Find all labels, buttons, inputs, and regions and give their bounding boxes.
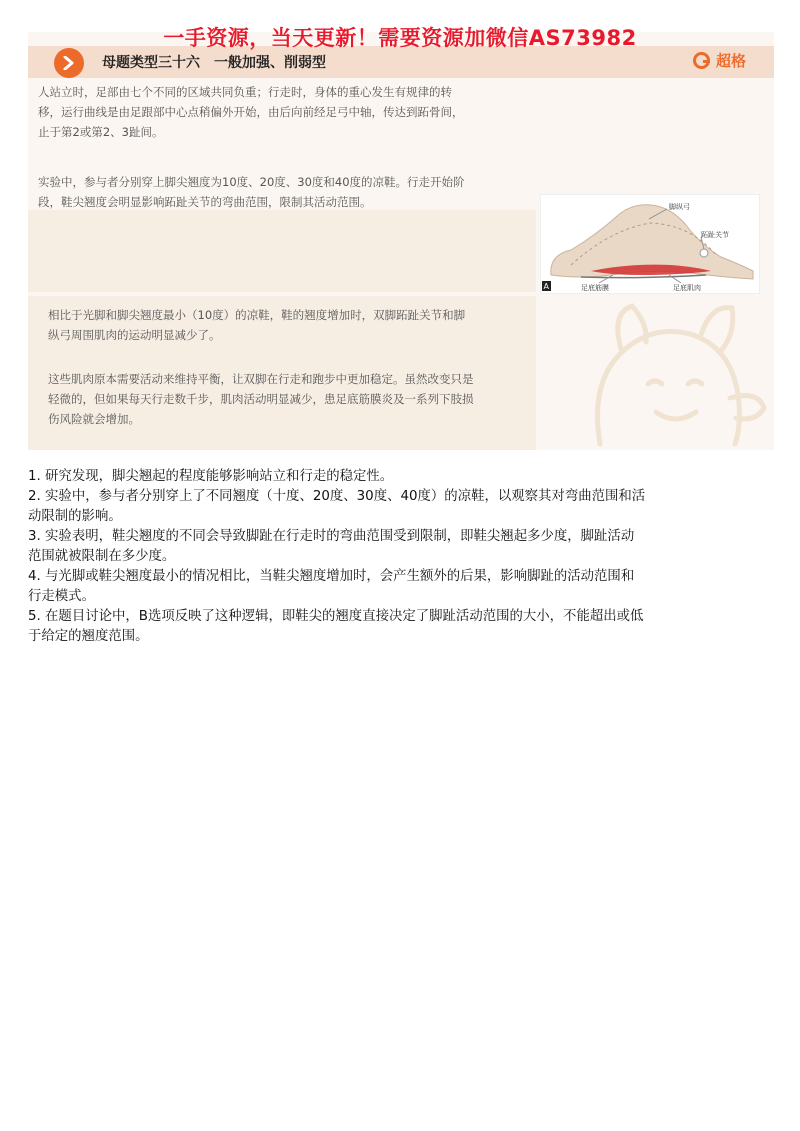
list-item [28, 607, 778, 647]
paragraph-line: 纵弓周围肌肉的运动明显减少了。 [48, 328, 221, 342]
paragraph-line: 伤风险就会增加。 [48, 412, 140, 426]
figure-label-arch: 脚纵弓 [669, 203, 690, 211]
paragraph-1 [38, 82, 464, 142]
figure-label-muscle: 足底肌肉 [673, 284, 701, 292]
paragraph-2 [38, 172, 465, 212]
brand-logo [693, 50, 746, 71]
list-item: 1. 研究发现，脚尖翘起的程度能够影响站立和行走的稳定性。 [28, 469, 394, 484]
paragraph-line: 实验中，参与者分别穿上脚尖翘度为10度、20度、30度和40度的凉鞋。行走开始阶 [38, 175, 465, 189]
watermark-text: 一手资源，当天更新！需要资源加微信AS73982 [163, 26, 637, 50]
paragraph-line: 止于第2或第2、3趾间。 [38, 125, 164, 139]
figure-label-fascia: 足底筋膜 [581, 284, 609, 292]
highlight-band [28, 210, 536, 292]
list-item [28, 487, 778, 527]
list-item-line: 3. 实验表明，鞋尖翘度的不同会导致脚趾在行走时的弯曲范围受到限制，即鞋尖翘起多少度，脚趾活动 [28, 529, 635, 544]
list-item [28, 527, 778, 567]
foot-skeleton-illustration [541, 195, 759, 293]
list-item-line: 2. 实验中，参与者分别穿上了不同翘度（十度、20度、30度、40度）的凉鞋，以观察其对弯曲范围和活 [28, 489, 646, 504]
foot-anatomy-figure [540, 194, 760, 294]
paragraph-line: 这些肌肉原本需要活动来维持平衡，让双脚在行走和跑步中更加稳定。虽然改变只是 [48, 372, 474, 386]
paragraph-line: 人站立时，足部由七个不同的区域共同负重；行走时，身体的重心发生有规律的转 [38, 85, 452, 99]
paragraph-line: 轻微的，但如果每天行走数千步，肌肉活动明显减少，患足底筋膜炎及一系列下肢损 [48, 392, 474, 406]
slide-screenshot [28, 32, 774, 450]
list-item-line: 行走模式。 [28, 589, 95, 604]
paragraph-line: 段，鞋尖翘度会明显影响跖趾关节的弯曲范围，限制其活动范围。 [38, 195, 372, 209]
brand-name: 超格 [715, 52, 746, 70]
list-item-line: 于给定的翘度范围。 [28, 629, 149, 644]
list-item [28, 567, 778, 607]
figure-panel-letter: A [543, 282, 549, 291]
list-item-line: 范围就被限制在多少度。 [28, 549, 176, 564]
chevron-right-icon [54, 48, 84, 78]
paragraph-4 [48, 369, 474, 429]
list-item-line: 动限制的影响。 [28, 509, 122, 524]
list-item-line: 5. 在题目讨论中，B选项反映了这种逻辑，即鞋尖的翘度直接决定了脚趾活动范围的大小，不能超出或低 [28, 609, 644, 624]
slide-title: 母题类型三十六 一般加强、削弱型 [102, 55, 326, 71]
mascot-watermark-icon [560, 294, 770, 450]
paragraph-line: 移，运行曲线是由足跟部中心点稍偏外开始，由后向前经足弓中轴，传达到跖骨间， [38, 105, 464, 119]
figure-label-joint: 跖趾关节 [701, 231, 729, 239]
brand-g-icon [693, 52, 710, 69]
list-item-line: 4. 与光脚或鞋尖翘度最小的情况相比，当鞋尖翘度增加时，会产生额外的后果，影响脚趾的活动范围和 [28, 569, 635, 584]
paragraph-line: 相比于光脚和脚尖翘度最小（10度）的凉鞋，鞋的翘度增加时，双脚跖趾关节和脚 [48, 308, 466, 322]
paragraph-3 [48, 305, 465, 345]
explanation-list [28, 467, 778, 647]
